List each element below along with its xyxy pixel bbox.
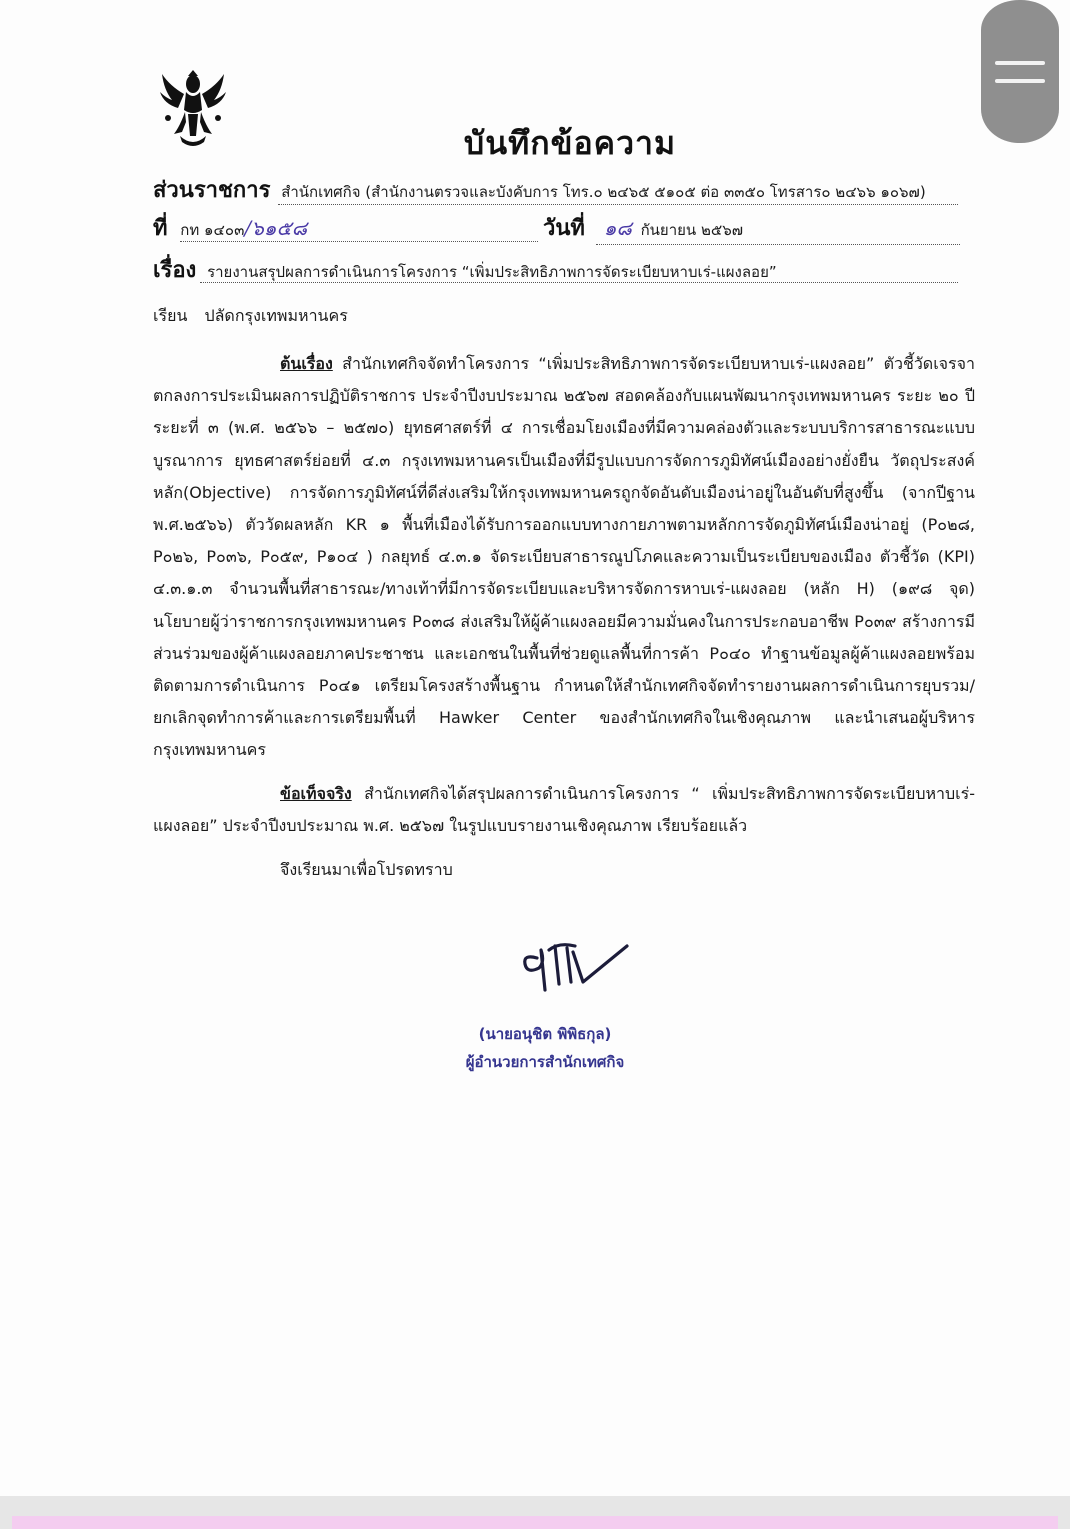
reference-handwritten: /๖๑๕๘	[244, 216, 308, 240]
background-paragraph	[153, 348, 975, 767]
signature-block	[440, 1020, 650, 1076]
date-row	[543, 210, 743, 245]
facts-paragraph	[153, 778, 975, 842]
department-label: ส่วนราชการ	[153, 178, 271, 203]
closing-line: จึงเรียนมาเพื่อโปรดทราบ	[280, 860, 453, 879]
reference-prefix: กท ๑๔๐๓	[180, 221, 245, 239]
subject-label: เรื่อง	[153, 258, 197, 283]
facts-text: สำนักเทศกิจได้สรุปผลการดำเนินการโครงการ “ เพิ่มประสิทธิภาพการจัดระเบียบหาบเร่-แผงลอย” ประจำปีงบประมาณ พ.ศ. ๒๕๖๗ ในรูปแบบรายงานเชิงคุณภาพ เรียบร้อยแล้ว	[153, 784, 975, 836]
salutation-label: เรียน	[153, 306, 188, 325]
memo-title: บันทึกข้อความ	[463, 124, 677, 162]
reference-row	[153, 210, 307, 245]
department-value: สำนักเทศกิจ (สำนักงานตรวจและบังคับการ โทร.๐ ๒๔๖๕ ๕๑๐๕ ต่อ ๓๓๕๐ โทรสาร๐ ๒๔๖๖ ๑๐๖๗)	[281, 183, 926, 201]
bottom-accent-strip	[12, 1516, 1058, 1529]
facts-heading: ข้อเท็จจริง	[280, 784, 352, 803]
date-label: วันที่	[543, 216, 585, 241]
bottom-bar	[0, 1496, 1070, 1529]
department-row	[153, 172, 926, 207]
reference-label: ที่	[153, 216, 168, 241]
hamburger-menu-icon	[995, 61, 1045, 65]
date-month-year: กันยายน ๒๕๖๗	[640, 221, 743, 239]
garuda-emblem-icon	[158, 70, 228, 148]
salutation-row	[153, 304, 348, 329]
subject-value: รายงานสรุปผลการดำเนินการโครงการ “เพิ่มประสิทธิภาพการจัดระเบียบหาบเร่-แผงลอย”	[207, 263, 777, 281]
background-text: สำนักเทศกิจจัดทำโครงการ “เพิ่มประสิทธิภาพการจัดระเบียบหาบเร่-แผงลอย” ตัวชี้วัดเจรจาตกลงการประเมินผลการปฏิบัติราชการ ประจำปีงบประมาณ ๒๕๖๗ สอดคล้องกับแผนพัฒนากรุงเทพมหานคร ระยะ ๒๐ ปี ระยะที่ ๓ (พ.ศ. ๒๕๖๖ – ๒๕๗๐) ยุทธศาสตร์ที่ ๔ การเชื่อมโยงเมืองที่มีความคล่องตัวและระบบบริการสาธารณะแบบบูรณาการ ยุทธศาสตร์ย่อยที่ ๔.๓ กรุงเทพมหานครเป็นเมืองที่มีรูปแบบการจัดการภูมิทัศน์เมืองอย่างยั่งยืน วัตถุประสงค์หลัก(Objective) การจัดการภูมิทัศน์ที่ดีส่งเสริมให้กรุงเทพมหานครถูกจัดอันดับเมืองน่าอยู่ในอันดับที่สูงขึ้น (จากปีฐาน พ.ศ.๒๕๖๖) ตัววัดผลหลัก KR ๑ พื้นที่เมืองได้รับการออกแบบทางกายภาพตามหลักการจัดภูมิทัศน์เมืองน่าอยู่ (P๐๒๘, P๐๒๖, P๐๓๖, P๐๕๙, P๑๐๔ ) กลยุทธ์ ๔.๓.๑ จัดระเบียบสาธารณูปโภคและความเป็นระเบียบของเมือง ตัวชี้วัด (KPI) ๔.๓.๑.๓ จำนวนพื้นที่สาธารณะ/ทางเท้าที่มีการจัดระเบียบและบริหารจัดการหาบเร่-แผงลอย (หลัก H) (๑๙๘ จุด) นโยบายผู้ว่าราชการกรุงเทพมหานคร P๐๓๘ ส่งเสริมให้ผู้ค้าแผงลอยมีความมั่นคงในการประกอบอาชีพ P๐๓๙ สร้างการมีส่วนร่วมของผู้ค้าแผงลอยภาคประชาชน และเอกชนในพื้นที่ช่วยดูแลพื้นที่การค้า P๐๔๐ ทำฐานข้อมูลผู้ค้าแผงลอยพร้อมติดตามการดำเนินการ P๐๔๑ เตรียมโครงสร้างพื้นฐาน กำหนดให้สำนักเทศกิจจัดทำรายงานผลการดำเนินการยุบรวม/ยกเลิกจุดทำการค้าและการเตรียมพื้นที่ Hawker Center ของสำนักเทศกิจในเชิงคุณภาพ และนำเสนอผู้บริหารกรุงเทพมหานคร	[153, 354, 976, 760]
menu-button[interactable]	[981, 0, 1059, 143]
date-day-handwritten: ๑๘	[603, 216, 632, 240]
salutation-recipient: ปลัดกรุงเทพมหานคร	[204, 306, 348, 325]
handwritten-signature	[515, 932, 635, 996]
signer-title: ผู้อำนวยการสำนักเทศกิจ	[465, 1053, 625, 1071]
background-heading: ต้นเรื่อง	[280, 354, 333, 373]
signer-name: (นายอนุชิต พิพิธกุล)	[478, 1025, 612, 1043]
